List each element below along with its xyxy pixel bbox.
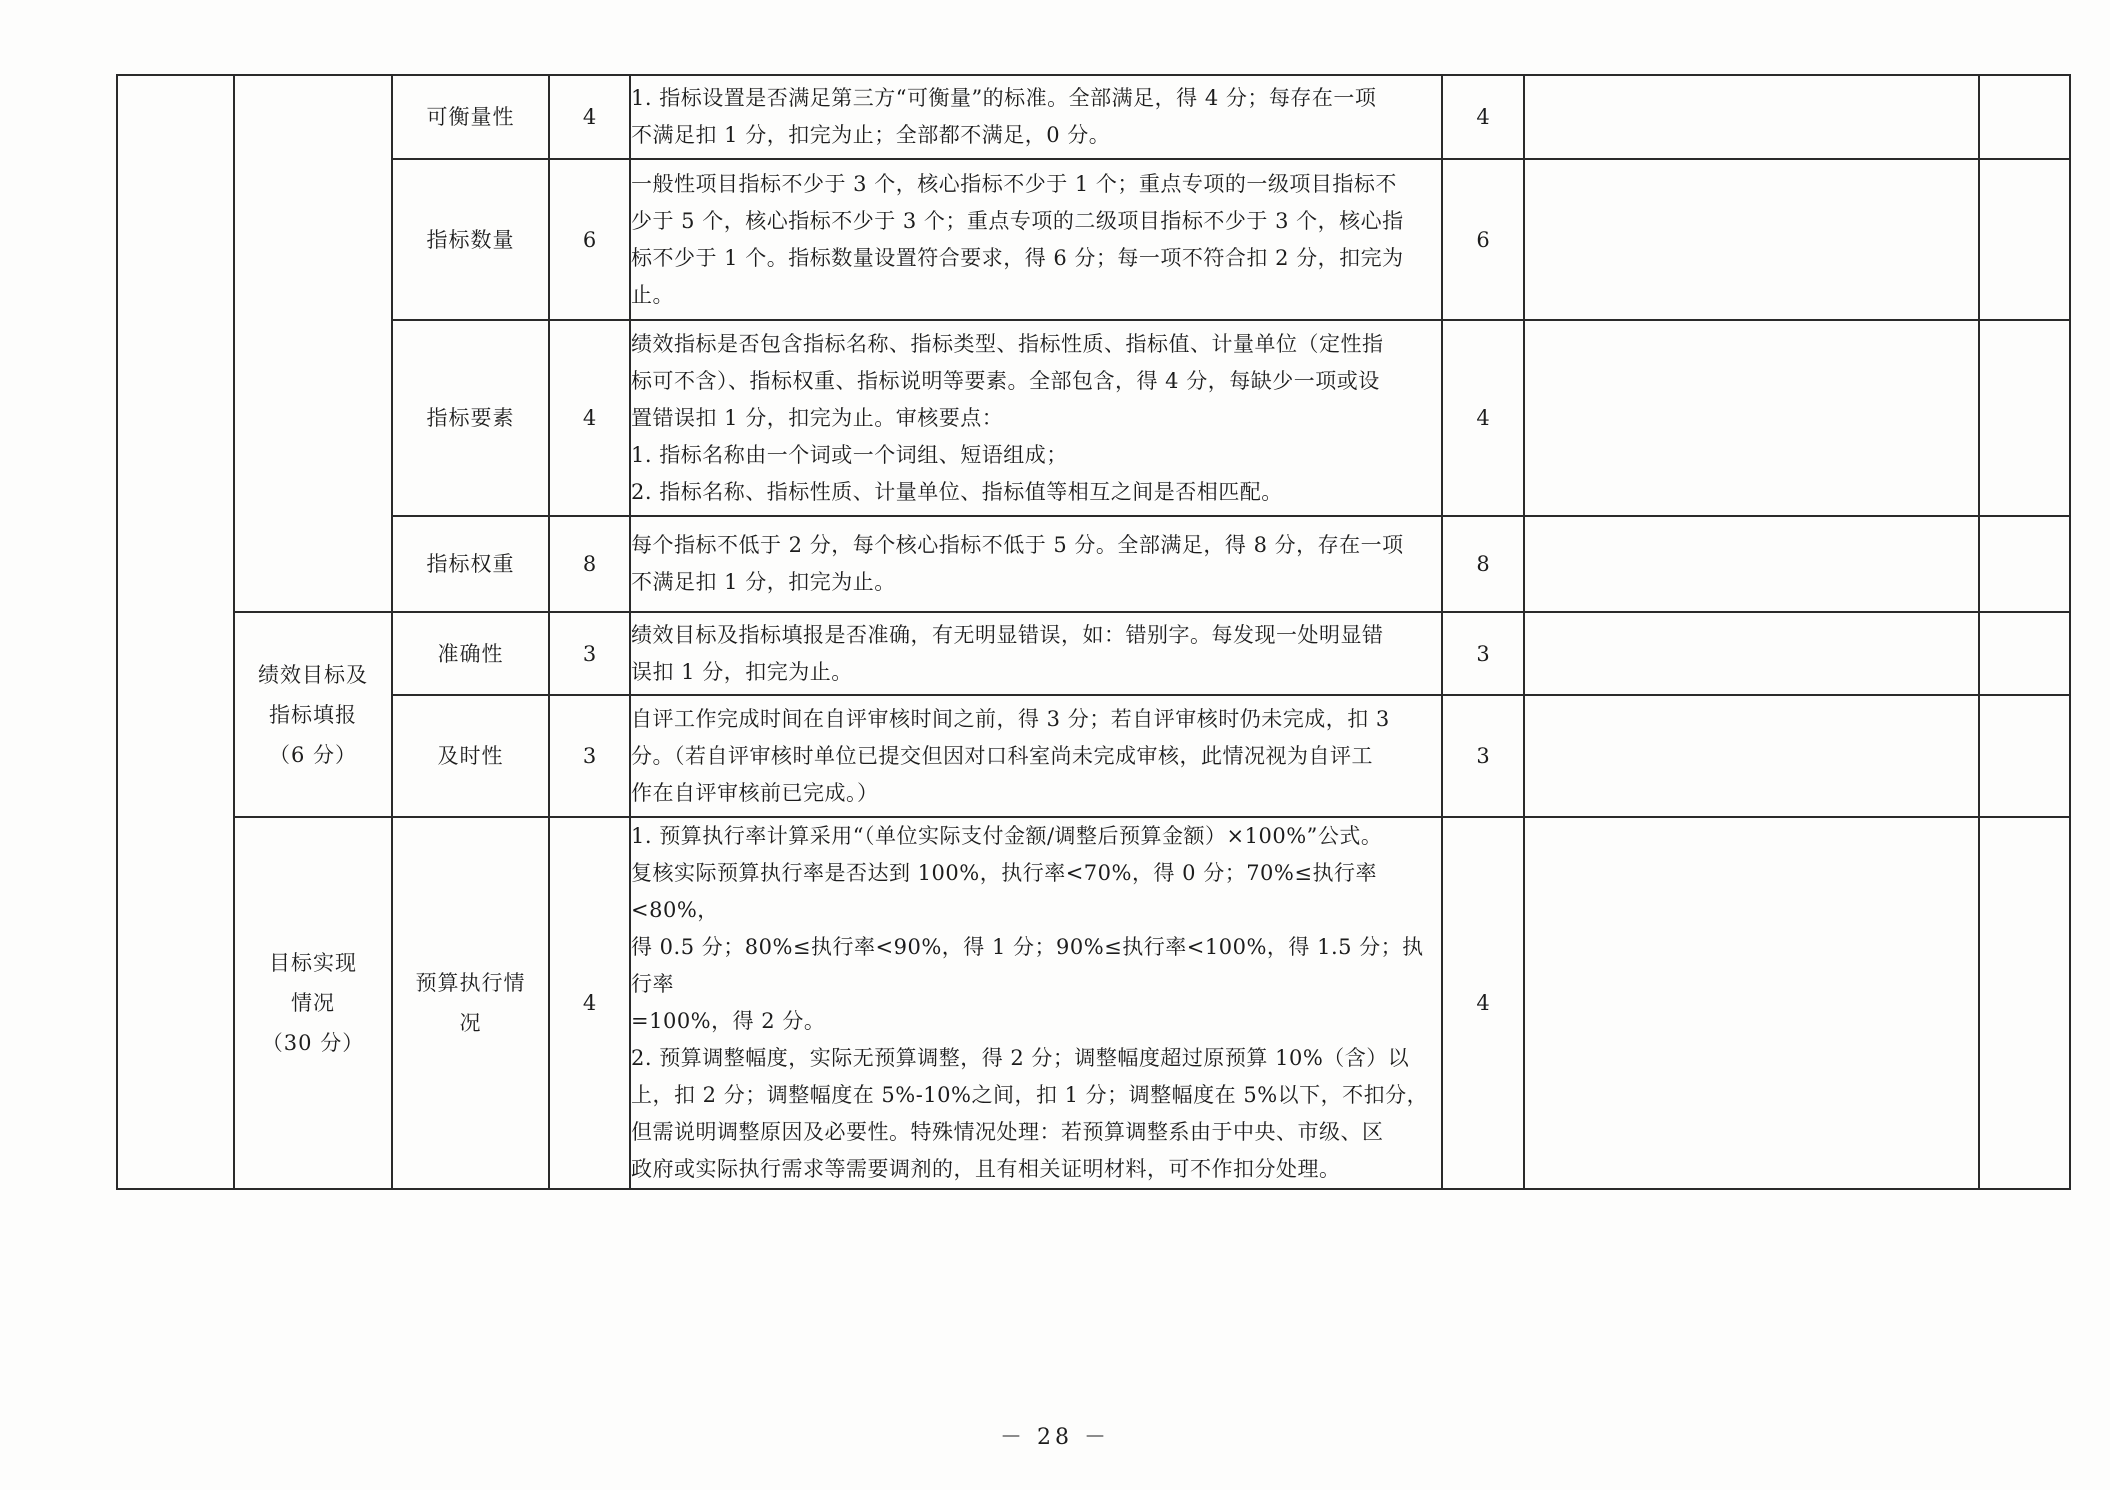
notes-cell xyxy=(1524,75,1979,159)
criteria-cell xyxy=(630,612,1442,695)
score-cell: 3 xyxy=(1442,612,1524,695)
score-cell: 6 xyxy=(1442,159,1524,320)
indicator-name-cell: 准确性 xyxy=(392,612,549,695)
indicator-name-line: 预算执行情 xyxy=(415,971,526,995)
category-score: （30 分） xyxy=(261,1031,365,1055)
criteria-line: 2. 预算调整幅度，实际无预算调整，得 2 分；调整幅度超过原预算 10%（含）以 xyxy=(631,1046,1410,1070)
criteria-line: 误扣 1 分，扣完为止。 xyxy=(631,659,853,684)
table-row xyxy=(117,320,2070,516)
criteria-line: 作在自评审核前已完成。） xyxy=(631,780,879,805)
criteria-line: 政府或实际执行需求等需要调剂的，且有相关证明材料，可不作扣分处理。 xyxy=(631,1157,1341,1181)
criteria-line: 自评工作完成时间在自评审核时间之前，得 3 分；若自评审核时仍未完成，扣 3 xyxy=(631,706,1390,731)
criteria-line: 得 0.5 分；80%≤执行率<90%，得 1 分；90%≤执行率<100%，得 1.5 分；执行率 xyxy=(631,935,1424,996)
criteria-line: 置错误扣 1 分，扣完为止。审核要点： xyxy=(631,405,1004,430)
notes-cell xyxy=(1524,159,1979,320)
table-row xyxy=(117,817,2070,1189)
notes-cell xyxy=(1524,695,1979,817)
indicator-name-cell: 指标权重 xyxy=(392,516,549,612)
weight-cell: 4 xyxy=(549,75,630,159)
criteria-cell xyxy=(630,695,1442,817)
criteria-line: 复核实际预算执行率是否达到 100%，执行率<70%，得 0 分；70%≤执行率<80%， xyxy=(631,861,1377,922)
notes-cell xyxy=(1524,320,1979,516)
score-cell: 4 xyxy=(1442,75,1524,159)
indicator-name-cell: 指标数量 xyxy=(392,159,549,320)
weight-cell: 3 xyxy=(549,612,630,695)
remarks-cell xyxy=(1979,516,2070,612)
criteria-line: 每个指标不低于 2 分，每个核心指标不低于 5 分。全部满足，得 8 分，存在一项 xyxy=(631,533,1404,557)
notes-cell xyxy=(1524,516,1979,612)
level2-category-cell xyxy=(234,817,392,1189)
criteria-line: 标不少于 1 个。指标数量设置符合要求，得 6 分；每一项不符合扣 2 分，扣完为 xyxy=(631,245,1404,270)
score-cell: 3 xyxy=(1442,695,1524,817)
criteria-cell xyxy=(630,516,1442,612)
criteria-line: 1. 指标名称由一个词或一个词组、短语组成； xyxy=(631,442,1068,467)
notes-cell xyxy=(1524,612,1979,695)
indicator-name-cell: 指标要素 xyxy=(392,320,549,516)
level2-category-cell xyxy=(234,612,392,817)
weight-cell: 4 xyxy=(549,817,630,1189)
notes-cell xyxy=(1524,817,1979,1189)
indicator-name-line: 况 xyxy=(459,1011,482,1035)
indicator-name-cell: 可衡量性 xyxy=(392,75,549,159)
criteria-line: 一般性项目指标不少于 3 个，核心指标不少于 1 个；重点专项的一级项目指标不 xyxy=(631,171,1397,196)
level1-category-cell xyxy=(117,75,234,1189)
category-label: 情况 xyxy=(291,991,335,1015)
table-row xyxy=(117,516,2070,612)
criteria-line: 绩效目标及指标填报是否准确，有无明显错误，如：错别字。每发现一处明显错 xyxy=(631,622,1384,647)
criteria-line: 少于 5 个，核心指标不少于 3 个；重点专项的二级项目指标不少于 3 个，核心指 xyxy=(631,208,1404,233)
criteria-line: 但需说明调整原因及必要性。特殊情况处理：若预算调整系由于中央、市级、区 xyxy=(631,1120,1384,1144)
remarks-cell xyxy=(1979,159,2070,320)
score-cell: 4 xyxy=(1442,320,1524,516)
table-row xyxy=(117,159,2070,320)
criteria-line: 上，扣 2 分；调整幅度在 5%-10%之间，扣 1 分；调整幅度在 5%以下，不扣分， xyxy=(631,1083,1429,1107)
criteria-cell xyxy=(630,75,1442,159)
score-cell: 4 xyxy=(1442,817,1524,1189)
table-row xyxy=(117,75,2070,159)
criteria-line: 不满足扣 1 分，扣完为止；全部都不满足，0 分。 xyxy=(631,123,1111,147)
criteria-line: 1. 预算执行率计算采用“（单位实际支付金额/调整后预算金额）×100%”公式。 xyxy=(631,824,1383,848)
category-label: 绩效目标及 xyxy=(258,662,368,687)
category-score: （6 分） xyxy=(268,742,358,767)
indicator-name-cell: 及时性 xyxy=(392,695,549,817)
criteria-line: 不满足扣 1 分，扣完为止。 xyxy=(631,570,896,594)
performance-evaluation-table xyxy=(116,74,2071,1190)
criteria-line: 分。（若自评审核时单位已提交但因对口科室尚未完成审核，此情况视为自评工 xyxy=(631,743,1373,768)
weight-cell: 6 xyxy=(549,159,630,320)
score-cell: 8 xyxy=(1442,516,1524,612)
criteria-line: 标可不含）、指标权重、指标说明等要素。全部包含，得 4 分，每缺少一项或设 xyxy=(631,368,1380,393)
category-label: 指标填报 xyxy=(269,702,357,727)
criteria-line: 2. 指标名称、指标性质、计量单位、指标值等相互之间是否相匹配。 xyxy=(631,479,1283,504)
table-row xyxy=(117,612,2070,695)
criteria-line: =100%，得 2 分。 xyxy=(631,1009,826,1033)
remarks-cell xyxy=(1979,695,2070,817)
criteria-line: 1. 指标设置是否满足第三方“可衡量”的标准。全部满足，得 4 分；每存在一项 xyxy=(631,86,1377,110)
criteria-cell xyxy=(630,817,1442,1189)
table-row xyxy=(117,695,2070,817)
page-number: － 28 － xyxy=(1000,1425,1110,1450)
criteria-cell xyxy=(630,320,1442,516)
level2-category-cell xyxy=(234,75,392,612)
remarks-cell xyxy=(1979,75,2070,159)
weight-cell: 8 xyxy=(549,516,630,612)
weight-cell: 3 xyxy=(549,695,630,817)
category-label: 目标实现 xyxy=(269,951,357,975)
criteria-line: 绩效指标是否包含指标名称、指标类型、指标性质、指标值、计量单位（定性指 xyxy=(631,331,1384,356)
weight-cell: 4 xyxy=(549,320,630,516)
criteria-cell xyxy=(630,159,1442,320)
remarks-cell xyxy=(1979,320,2070,516)
criteria-line: 止。 xyxy=(631,282,674,307)
remarks-cell xyxy=(1979,612,2070,695)
indicator-name-cell xyxy=(392,817,549,1189)
remarks-cell xyxy=(1979,817,2070,1189)
